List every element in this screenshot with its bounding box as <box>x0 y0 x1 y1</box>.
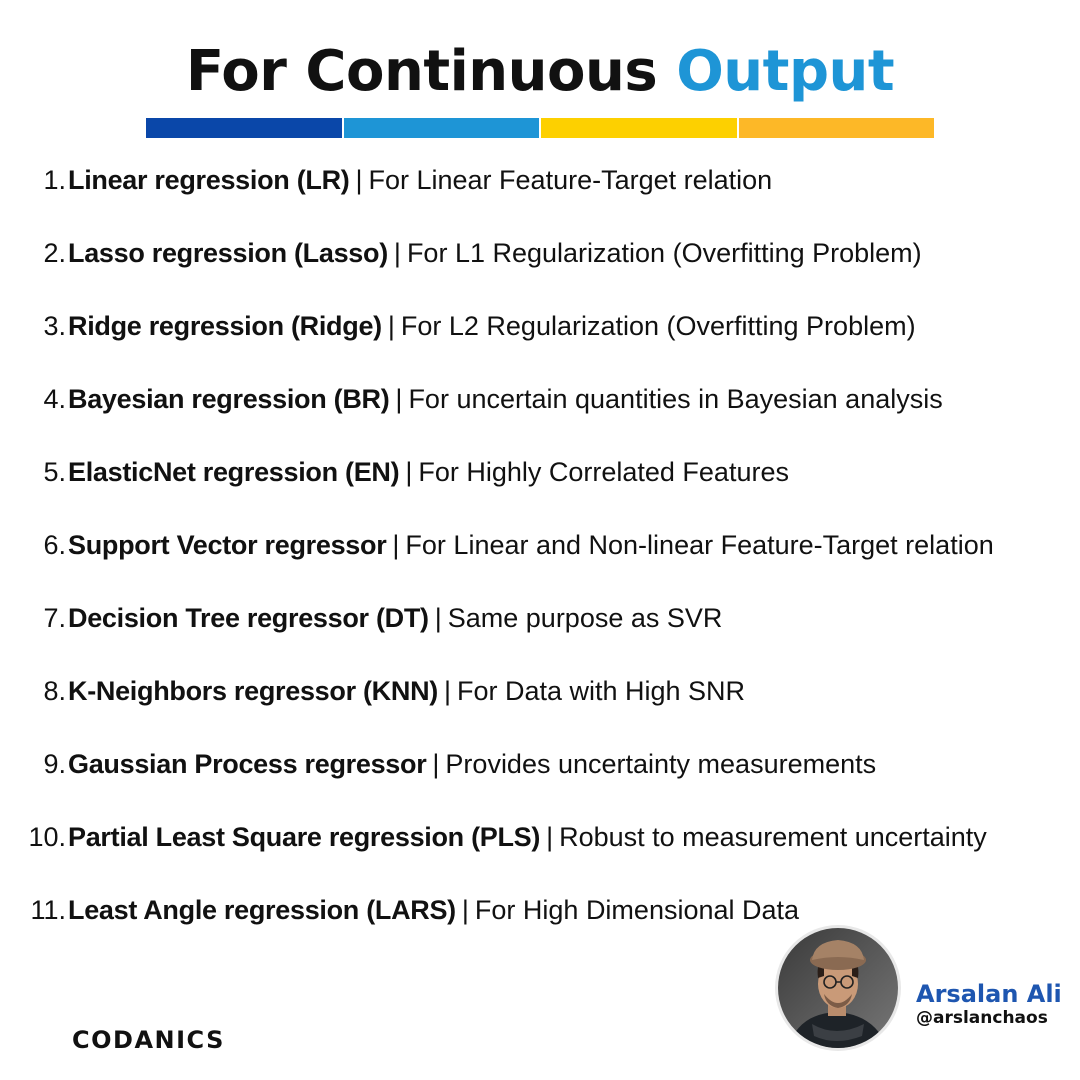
item-number: 11. <box>30 895 66 925</box>
item-separator: | <box>443 676 451 706</box>
author-name: Arsalan Ali <box>916 980 1062 1008</box>
item-number: 8. <box>43 676 66 706</box>
divider-segment-dark-blue <box>146 118 342 138</box>
title-main: For Continuous <box>185 39 658 104</box>
list-item <box>0 374 1080 424</box>
item-separator: | <box>355 165 363 195</box>
item-separator: | <box>392 530 400 560</box>
item-name: Ridge regression (Ridge) <box>68 311 382 341</box>
divider-segment-yellow <box>541 118 737 138</box>
item-name: ElasticNet regression (EN) <box>68 457 400 487</box>
item-number: 6. <box>43 530 66 560</box>
item-number: 1. <box>43 165 66 195</box>
author-handle: @arslanchaos <box>916 1008 1048 1028</box>
item-description: For Linear and Non-linear Feature-Target relation <box>405 530 994 560</box>
item-description: For Linear Feature-Target relation <box>368 165 773 195</box>
item-separator: | <box>434 603 442 633</box>
list-item <box>0 666 1080 716</box>
item-description: Same purpose as SVR <box>447 603 723 633</box>
item-number: 2. <box>43 238 66 268</box>
divider-segment-orange <box>739 118 935 138</box>
item-description: For L2 Regularization (Overfitting Problem) <box>400 311 916 341</box>
item-separator: | <box>387 311 395 341</box>
item-name: Partial Least Square regression (PLS) <box>68 822 541 852</box>
item-description: For L1 Regularization (Overfitting Problem) <box>406 238 922 268</box>
list-item <box>0 739 1080 789</box>
item-number: 3. <box>43 311 66 341</box>
item-number: 10. <box>28 822 66 852</box>
item-separator: | <box>395 384 403 414</box>
author-photo-icon <box>778 928 898 1048</box>
brand-logo-text: CODANICS <box>72 1026 225 1054</box>
avatar <box>778 928 898 1048</box>
item-description: For Data with High SNR <box>456 676 746 706</box>
item-name: Support Vector regressor <box>68 530 387 560</box>
item-description: Robust to measurement uncertainty <box>559 822 987 852</box>
item-name: K-Neighbors regressor (KNN) <box>68 676 438 706</box>
list-item <box>0 520 1080 570</box>
list-item <box>0 447 1080 497</box>
item-name: Lasso regression (Lasso) <box>68 238 388 268</box>
item-number: 4. <box>43 384 66 414</box>
list-item <box>0 301 1080 351</box>
item-number: 7. <box>43 603 66 633</box>
color-divider-bar <box>146 118 934 138</box>
item-description: For uncertain quantities in Bayesian analysis <box>408 384 943 414</box>
page-title <box>0 36 1080 108</box>
item-separator: | <box>405 457 413 487</box>
item-description: For Highly Correlated Features <box>418 457 789 487</box>
item-separator: | <box>461 895 469 925</box>
item-number: 5. <box>43 457 66 487</box>
list-item <box>0 885 1080 935</box>
list-item <box>0 155 1080 205</box>
item-separator: | <box>432 749 440 779</box>
item-description: Provides uncertainty measurements <box>445 749 877 779</box>
item-number: 9. <box>43 749 66 779</box>
item-description: For High Dimensional Data <box>474 895 800 925</box>
list-item <box>0 593 1080 643</box>
list-item <box>0 812 1080 862</box>
item-name: Bayesian regression (BR) <box>68 384 390 414</box>
item-name: Gaussian Process regressor <box>68 749 427 779</box>
item-separator: | <box>546 822 554 852</box>
divider-segment-light-blue <box>344 118 540 138</box>
title-accent: Output <box>676 39 895 104</box>
item-name: Decision Tree regressor (DT) <box>68 603 429 633</box>
item-separator: | <box>393 238 401 268</box>
list-item <box>0 228 1080 278</box>
item-name: Least Angle regression (LARS) <box>68 895 456 925</box>
item-name: Linear regression (LR) <box>68 165 350 195</box>
